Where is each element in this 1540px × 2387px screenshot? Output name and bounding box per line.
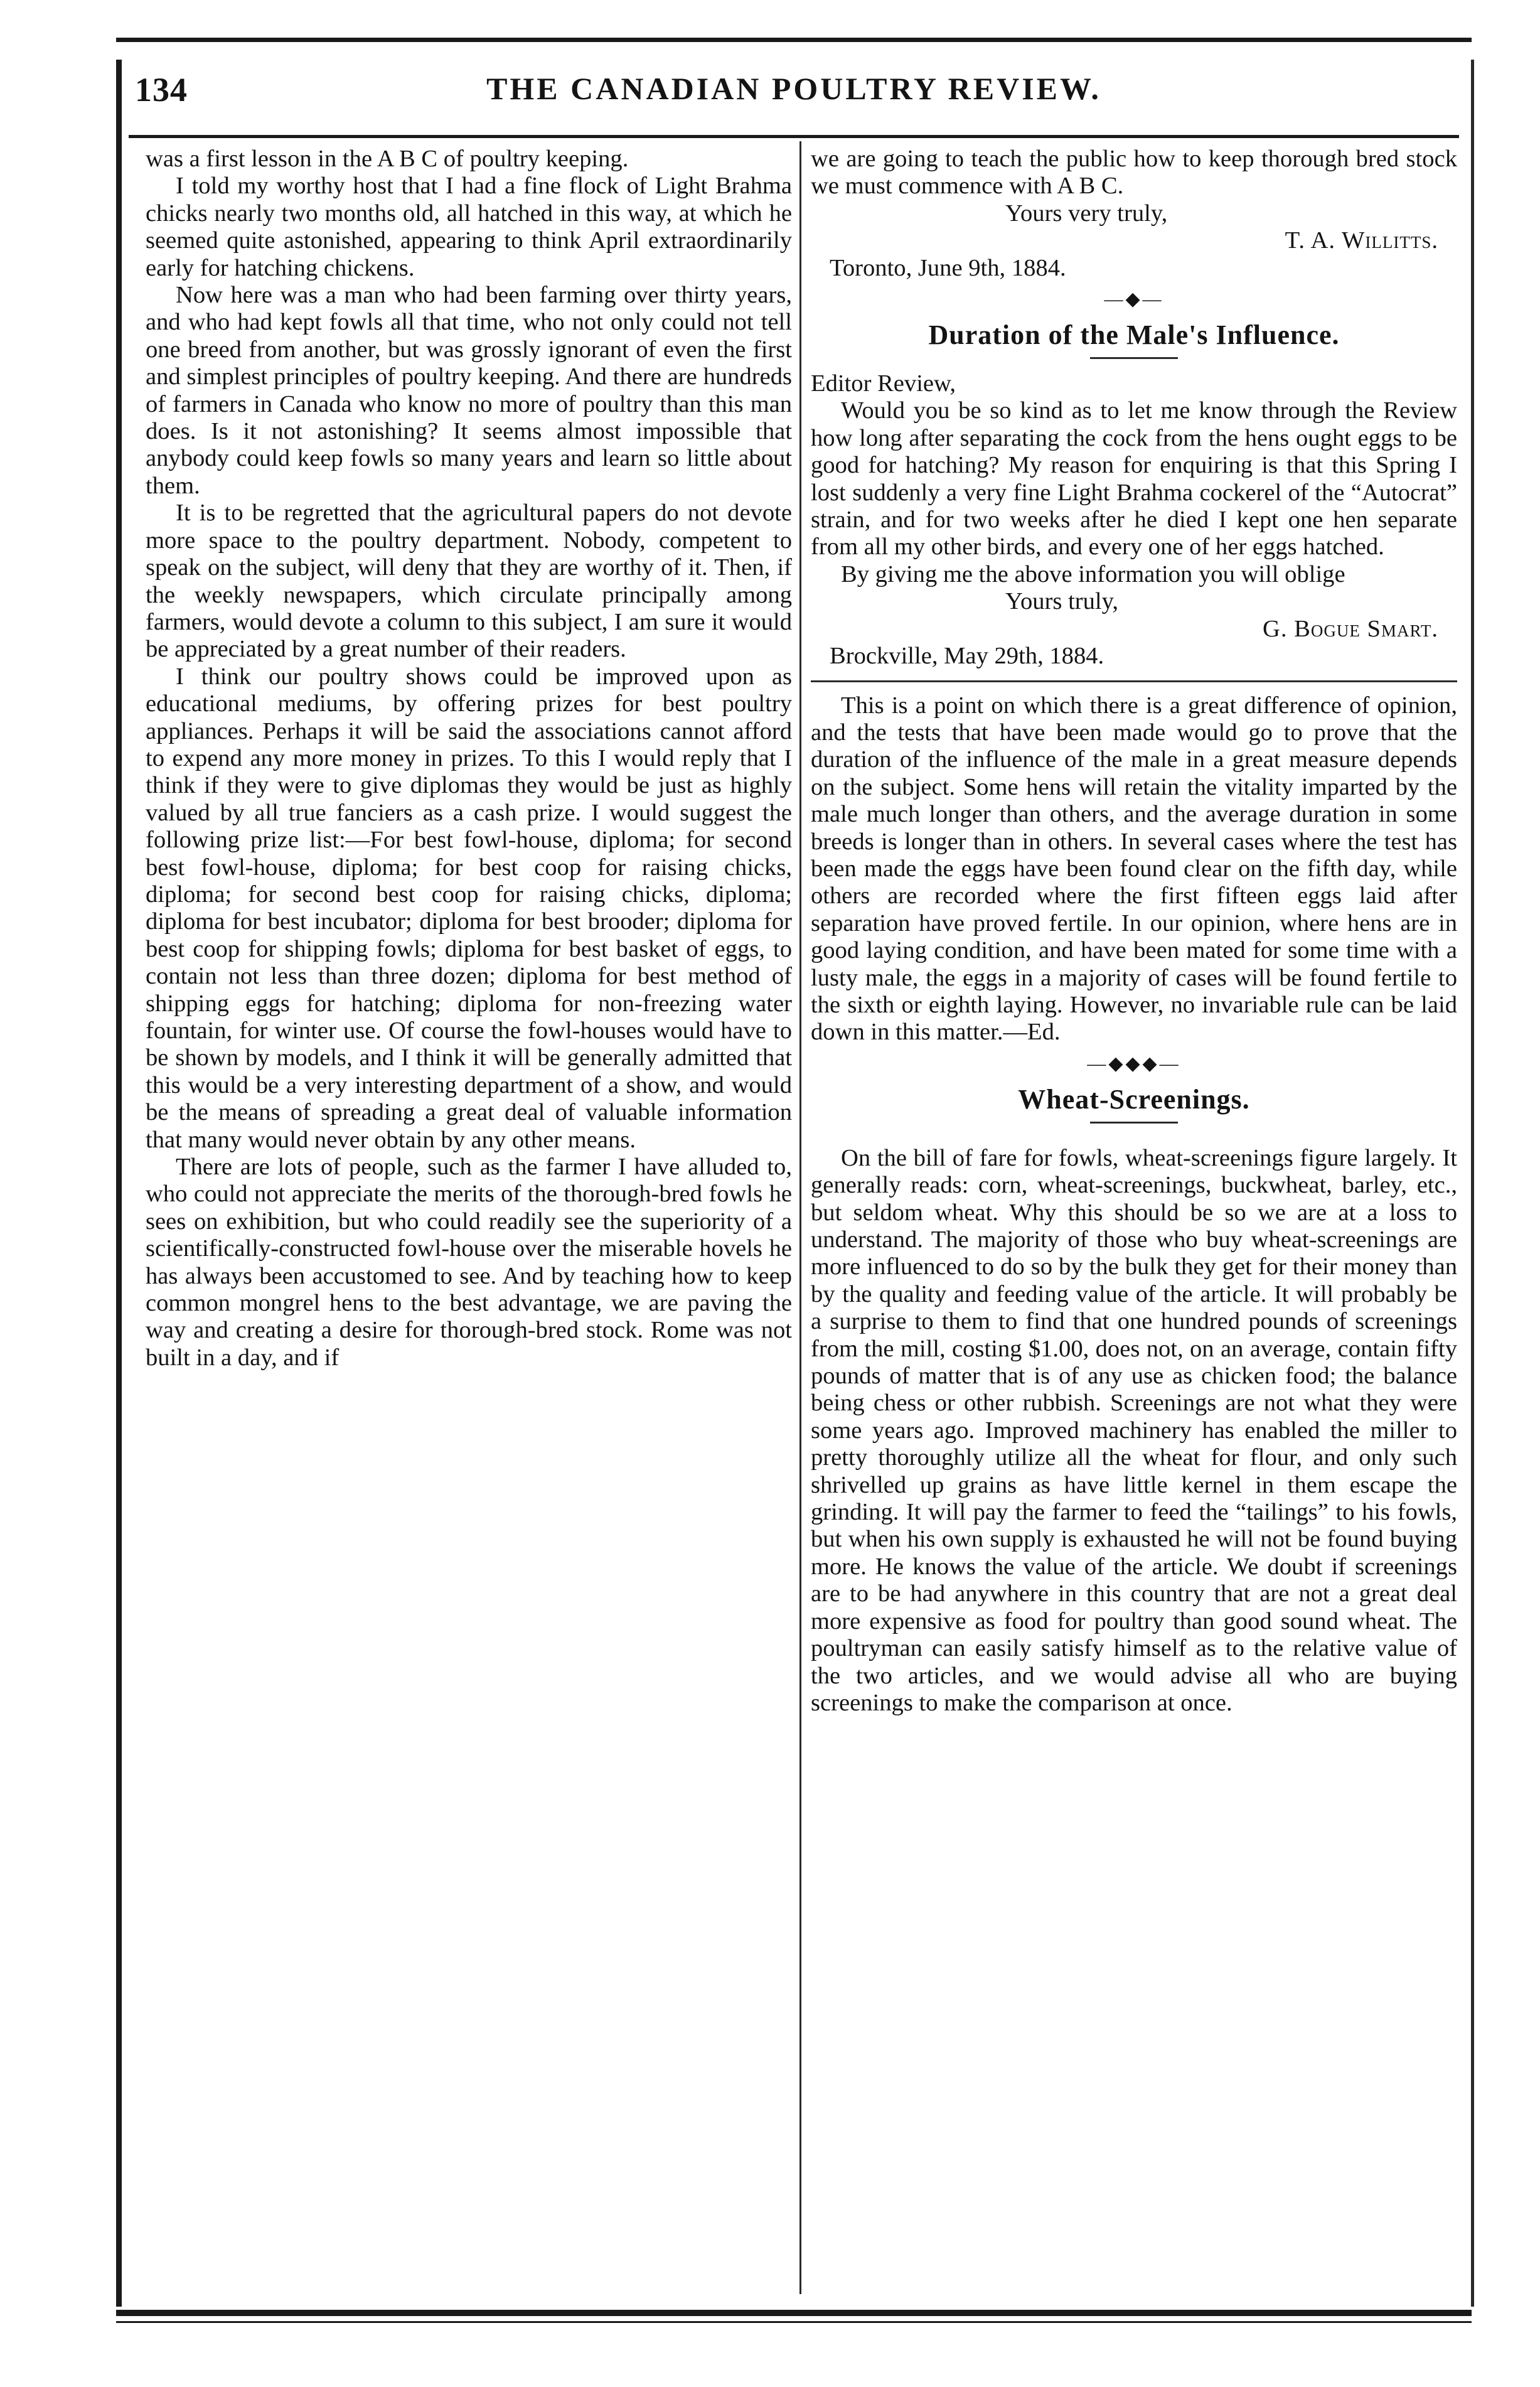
section-ornament: —◆—: [1104, 289, 1164, 310]
title-rule: [1090, 1122, 1178, 1124]
page-header: [135, 70, 1453, 127]
letter-dateline: Brockville, May 29th, 1884.: [830, 643, 1104, 670]
letter-salutation: Editor Review,: [811, 370, 956, 397]
article-title: Wheat-Screenings.: [1018, 1083, 1250, 1115]
section-ornament: —◆◆◆—: [1087, 1053, 1181, 1074]
top-rule: [116, 38, 1472, 42]
bottom-rule: [116, 2310, 1472, 2316]
page-number: 134: [135, 71, 188, 109]
letter-signature: T. A. Willitts.: [1285, 227, 1438, 254]
letter-signature: G. Bogue Smart.: [1263, 615, 1438, 642]
left-column: [146, 146, 792, 2292]
bottom-rule-thin: [116, 2321, 1472, 2323]
paragraph: I told my worthy host that I had a fine flock of Light Brahma chicks nearly two months old, all hatched in this way, at which he seemed quite astonished, appearing to think April extraordinarily early for hatching chickens.: [146, 173, 792, 281]
article-title: Duration of the Male's Influence.: [928, 319, 1340, 351]
paragraph: I think our poultry shows could be improved upon as educational mediums, by offering prizes for best poultry appliances. Perhaps it will be said the associations cannot afford to expend any more money in prizes. To this I would reply that I think if they were to give diplomas they would be just as highly valued by all true fanciers as a cash prize. I would suggest the following prize list:—For best fowl-house, diploma; for second best fowl-house, diploma; for best coop for raising chicks, diploma; for second best coop for raising chicks, diploma; diploma for best incubator; diploma for best brooder; diploma for best coop for shipping fowls; diploma for best basket of eggs, to contain not less than three dozen; diploma for best method of shipping eggs for hatching; diploma for non-freezing water fountain, for winter use. Of course the fowl-houses would have to be shown by models, and I think it will be generally admitted that this would be a very interesting department of a show, and would be the means of spreading a great deal of valuable information that many would never obtain by any other means.: [146, 663, 792, 1153]
paragraph: we are going to teach the public how to keep thorough bred stock we must commence with A B C.: [811, 146, 1457, 200]
right-column: [811, 146, 1457, 2292]
paragraph: There are lots of people, such as the farmer I have alluded to, who could not appreciate the merits of the thorough-bred fowls he sees on exhibition, but who could readily see the superiority of a scientifically-constructed fowl-house over the miserable hovels he has always been accustomed to see. And by teaching how to keep common mongrel hens to the best advantage, we are paving the way and creating a desire for thorough-bred stock. Rome was not built in a day, and if: [146, 1154, 792, 1371]
header-rule: [129, 135, 1459, 138]
paragraph: By giving me the above information you will oblige: [841, 561, 1345, 587]
letter-closing: Yours very truly,: [1005, 200, 1168, 227]
paragraph: It is to be regretted that the agricultural papers do not devote more space to the poultry department. Nobody, competent to speak on the subject, will deny that they are worthy of it. Then, if the weekly newspapers, which circulate principally among farmers, would devote a column to this subject, I am sure it would be appreciated by a great number of their readers.: [146, 500, 792, 663]
paragraph: was a first lesson in the A B C of poultry keeping.: [146, 146, 629, 172]
paragraph: Now here was a man who had been farming over thirty years, and who had kept fowls all that time, who not only could not tell one breed from another, but was grossly ignorant of even the first and simplest principles of poultry keeping. And there are hundreds of farmers in Canada who know no more of poultry than this man does. Is it not astonishing? It seems almost impossible that anybody could keep fowls so many years and learn so little about them.: [146, 282, 792, 499]
letter-dateline: Toronto, June 9th, 1884.: [830, 254, 1066, 281]
paragraph: On the bill of fare for fowls, wheat-screenings figure largely. It generally reads: corn, wheat-screenings, buckwheat, barley, etc., but seldom wheat. Why this should be so we are at a loss to understand. The majority of those who buy wheat-screenings are more influenced to do so by the bulk they get for their money than by the quality and feeding value of the article. It will probably be a surprise to them to find that one hundred pounds of screenings from the mill, costing $1.00, does not, on an average, contain fifty pounds of matter that is of any use as chicken food; the balance being chess or other rubbish. Screenings are not what they were some years ago. Improved machinery has enabled the miller to pretty thoroughly utilize all the wheat for flour, and only such shrivelled up grains as have little kernel in them escape the grinding. It will pay the farmer to feed the “tailings” to his fowls, but when his own supply is exhausted he will not be found buying more. He knows the value of the article. We doubt if screenings are to be had anywhere in this country that are not a great deal more expensive as food for poultry than good sound wheat. The poultryman can easily satisfy himself as to the relative value of the two articles, and we would advise all who are buying screenings to make the comparison at once.: [811, 1144, 1457, 1716]
editor-reply: This is a point on which there is a great difference of opinion, and the tests that have been made would go to prove that the duration of the influence of the male in a great measure depends on the subject. Some hens will retain the vitality imparted by the male much longer than others, and the average duration in some breeds is longer than in others. In several cases where the test has been made the eggs have been found clear on the fifth day, while others are recorded where the first fifteen eggs laid after separation have proved fertile. In our opinion, where hens are in good laying condition, and have been mated for some time with a lusty male, the eggs in a majority of cases will be found fertile to the sixth or eighth laying. However, no invariable rule can be laid down in this matter.—Ed.: [811, 692, 1457, 1046]
column-divider: [799, 141, 801, 2294]
title-rule: [1090, 357, 1178, 359]
letter-closing: Yours truly,: [1005, 588, 1119, 615]
running-title: THE CANADIAN POULTRY REVIEW.: [486, 71, 1101, 106]
section-rule: [811, 680, 1457, 682]
paragraph: Would you be so kind as to let me know through the Review how long after separating the cock from the hens ought eggs to be good for hatching? My reason for enquiring is that this Spring I lost suddenly a very fine Light Brahma cockerel of the “Autocrat” strain, and for two weeks after he died I kept one hen separate from all my other birds, and every one of her eggs hatched.: [811, 397, 1457, 561]
